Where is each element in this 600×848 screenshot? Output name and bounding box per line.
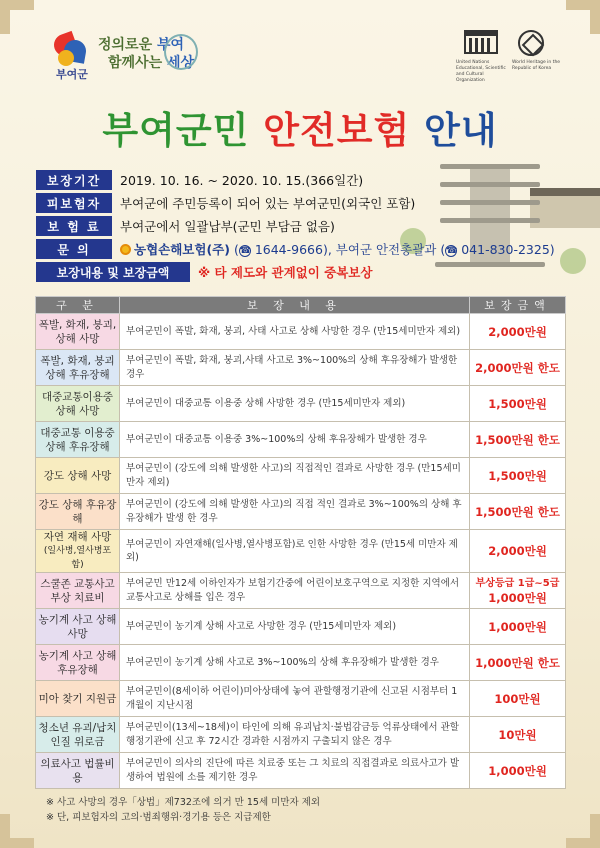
- table-header-row: [36, 297, 566, 314]
- unesco-text: United Nations Educational, Scientific and Cultural Organization: [456, 60, 506, 83]
- phone-icon: ☎: [446, 246, 458, 256]
- table-row: [36, 314, 566, 350]
- insurer-phone: 1644-9666: [254, 242, 323, 257]
- row-amount: 2,000만원: [470, 314, 566, 350]
- row-category: 대중교통 이용중 상해 후유장해: [36, 422, 120, 458]
- whc-text: World Heritage in the Republic of Korea: [512, 60, 561, 71]
- header-category: 구 분: [36, 297, 120, 314]
- row-amount: 100만원: [470, 681, 566, 717]
- row-category: 의료사고 법률비용: [36, 753, 120, 789]
- row-amount: 1,000만원: [470, 609, 566, 645]
- header-description: 보 장 내 용: [120, 297, 470, 314]
- table-row: [36, 350, 566, 386]
- row-description: 부여군민이 (강도에 의해 발생한 사고)의 직접적인 결과로 사망한 경우 (만15세미만자 제외): [120, 458, 470, 494]
- row-category: 대중교통이용중 상해 사망: [36, 386, 120, 422]
- coverage-note: ※ 타 제도와 관계없이 중복보상: [198, 265, 373, 280]
- corner-ornament: [566, 0, 600, 34]
- row-description: 부여군민이 대중교통 이용중 3%~100%의 상해 후유장해가 발생한 경우: [120, 422, 470, 458]
- row-category: 농기계 사고 상해 후유장해: [36, 645, 120, 681]
- world-heritage-icon: [518, 30, 544, 56]
- table-row: [36, 573, 566, 609]
- row-description: 부여군민이 (강도에 의해 발생한 사고)의 직접 적인 결과로 3%~100%의 상해 후유장해가 발생 한 경우: [120, 494, 470, 530]
- row-category: [36, 530, 120, 573]
- info-row-insured: [36, 193, 415, 213]
- info-row-period: [36, 170, 363, 190]
- row-amount: 1,000만원 한도: [470, 645, 566, 681]
- pagoda-illustration: [400, 148, 600, 298]
- row-amount: 2,000만원: [470, 530, 566, 573]
- row-amount-value: 1,000만원: [488, 590, 547, 605]
- heritage-logos: [456, 30, 566, 94]
- row-category: 폭발, 화재, 붕괴 상해 후유장해: [36, 350, 120, 386]
- premium-label: 보 험 료: [36, 216, 112, 236]
- row-amount: [470, 573, 566, 609]
- info-row-coverage: [36, 262, 372, 282]
- table-row: [36, 609, 566, 645]
- table-row: [36, 645, 566, 681]
- row-amount: 1,500만원 한도: [470, 422, 566, 458]
- row-description: 부여군민이(8세이하 어린이)미아상태에 놓여 관할행정기관에 신고된 시점부터 1개월이 지난시점: [120, 681, 470, 717]
- contact-label: 문 의: [36, 239, 112, 259]
- row-amount: 2,000만원 한도: [470, 350, 566, 386]
- row-description: 부여군민 만12세 이하인자가 보험기간중에 어린이보호구역으로 지정한 지역에서 교통사고로 상해를 입은 경우: [120, 573, 470, 609]
- row-description: 부여군민이(13세~18세)이 타인에 의해 유괴납치·불법감금등 억류상태에서 관할행정기관에 신고 후 72시간 경과한 시점까지 구출되지 않은 경우: [120, 717, 470, 753]
- footnote: ※ 단, 피보험자의 고의·범죄행위·경기용 등은 지급제한: [46, 812, 271, 823]
- insured-label: 피보험자: [36, 193, 112, 213]
- insured-value: 부여군에 주민등록이 되어 있는 부여군민(외국인 포함): [120, 196, 416, 211]
- row-amount: 1,000만원: [470, 753, 566, 789]
- corner-ornament: [0, 814, 34, 848]
- row-description: 부여군민이 폭발, 화재, 붕괴, 사태 사고로 상해 사망한 경우 (만15세미만자 제외): [120, 314, 470, 350]
- table-row: [36, 458, 566, 494]
- row-category: 강도 상해 사망: [36, 458, 120, 494]
- row-amount: 1,500만원: [470, 458, 566, 494]
- table-row: [36, 494, 566, 530]
- row-description: 부여군민이 농기계 상해 사고로 사망한 경우 (만15세미만자 제외): [120, 609, 470, 645]
- county-phone: 041-830-2325: [461, 242, 550, 257]
- premium-value: 부여군에서 일괄납부(군민 부담금 없음): [120, 219, 335, 234]
- row-category: 폭발, 화재, 붕괴, 상해 사망: [36, 314, 120, 350]
- county-name: 부여군: [56, 68, 88, 81]
- row-category: 미아 찾기 지원금: [36, 681, 120, 717]
- table-row: [36, 681, 566, 717]
- period-label: 보장기간: [36, 170, 112, 190]
- row-category: 스쿨존 교통사고 부상 치료비: [36, 573, 120, 609]
- row-description: 부여군민이 대중교통 이용중 상해 사망한 경우 (만15세미만자 제외): [120, 386, 470, 422]
- unesco-temple-icon: [464, 30, 498, 54]
- row-category-sub: (일사병,열사병포함): [43, 546, 112, 570]
- coverage-table: [35, 296, 566, 789]
- row-amount-grade: 부상등급 1급~5급: [475, 577, 560, 589]
- insurer-name: 농협손해보험(주): [134, 242, 230, 257]
- phone-icon: ☎: [239, 246, 252, 256]
- row-category-main: 자연 재해 사망: [43, 531, 112, 543]
- coverage-label: 보장내용 및 보장금액: [36, 262, 190, 282]
- county-logo: [48, 32, 198, 82]
- main-title: 부여군민 안전보험 안내: [102, 109, 498, 152]
- corner-ornament: [566, 814, 600, 848]
- contact-value: 농협손해보험(주) (☎ 1644-9666), 부여군 안전총괄과 (☎ 041-830-2325): [112, 240, 555, 258]
- header-amount: 보장금액: [470, 297, 566, 314]
- period-value: 2019. 10. 16. ~ 2020. 10. 15.(366일간): [120, 173, 364, 188]
- row-category: 강도 상해 후유장해: [36, 494, 120, 530]
- county-department: 부여군 안전총괄과: [335, 242, 437, 257]
- county-slogan: 정의로운 부여 함께사는 세상: [98, 37, 195, 71]
- corner-ornament: [0, 0, 34, 34]
- table-row: [36, 753, 566, 789]
- table-row: [36, 386, 566, 422]
- row-category: 농기계 사고 상해 사망: [36, 609, 120, 645]
- row-amount: 10만원: [470, 717, 566, 753]
- row-category: 청소년 유괴/납치 인질 위로금: [36, 717, 120, 753]
- row-description: 부여군민이 의사의 진단에 따른 치료중 또는 그 치료의 직접결과로 의료사고가 발생하여 법원에 소를 제기한 경우: [120, 753, 470, 789]
- nh-insurance-icon: [120, 244, 131, 255]
- info-row-contact: [36, 239, 555, 259]
- table-row: [36, 530, 566, 573]
- footnote: ※ 사고 사망의 경우「상법」제732조에 의거 만 15세 미만자 제외: [46, 797, 321, 808]
- footnotes: [46, 795, 320, 825]
- table-row: [36, 422, 566, 458]
- row-description: 부여군민이 폭발, 화재, 붕괴,사태 사고로 3%~100%의 상해 후유장해가 발생한경우: [120, 350, 470, 386]
- row-amount: 1,500만원: [470, 386, 566, 422]
- info-row-premium: [36, 216, 335, 236]
- slogan-circle-icon: [164, 34, 198, 70]
- row-amount: 1,500만원 한도: [470, 494, 566, 530]
- table-row: [36, 717, 566, 753]
- row-description: 부여군민이 자연재해(일사병,열사병포함)로 인한 사망한 경우 (만15세 미만자 제외): [120, 530, 470, 573]
- row-description: 부여군민이 농기계 상해 사고로 3%~100%의 상해 후유장해가 발생한 경우: [120, 645, 470, 681]
